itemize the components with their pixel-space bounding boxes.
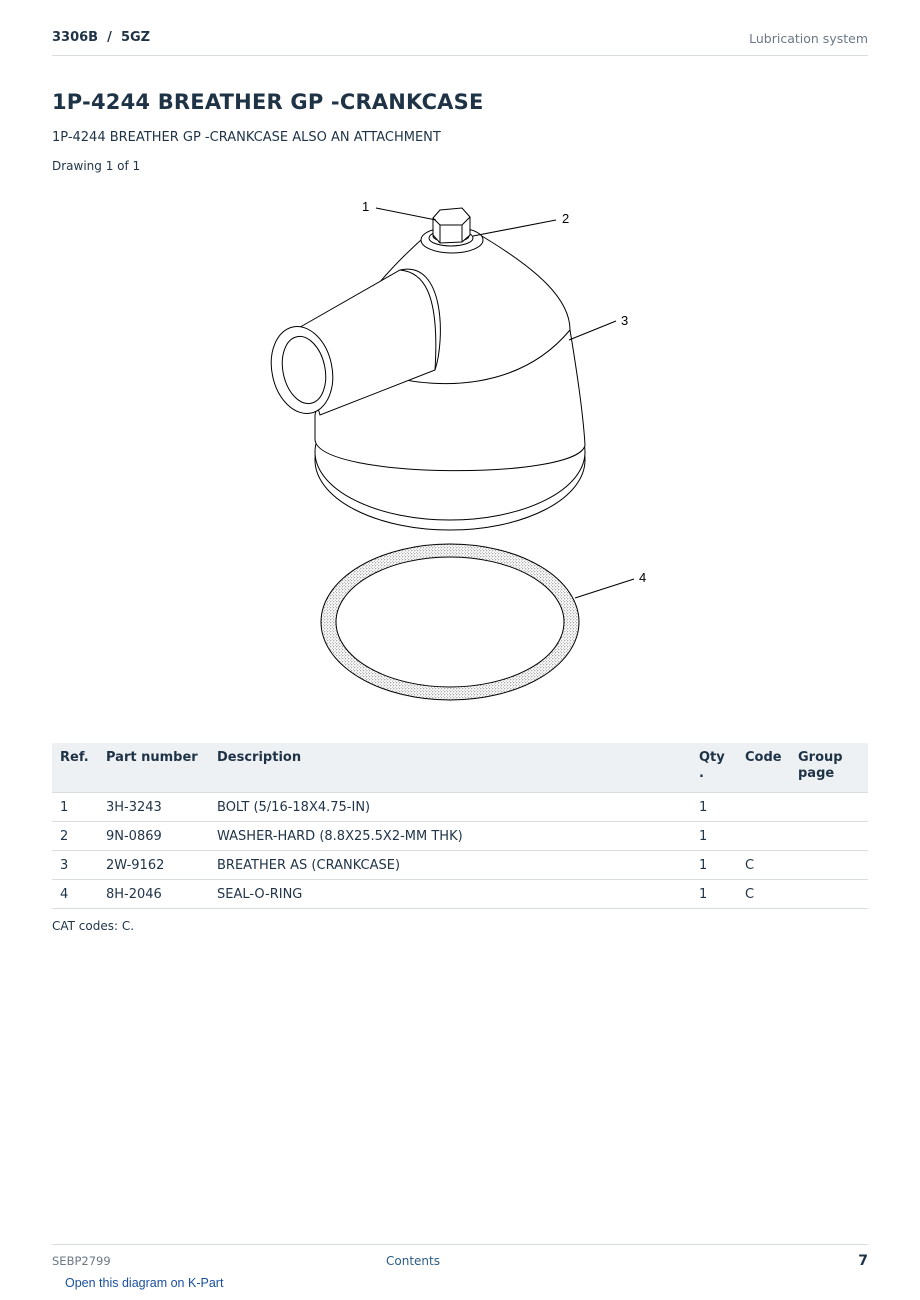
- kpart-diagram-link[interactable]: Open this diagram on K-Part: [65, 1276, 224, 1290]
- cell-ref: 2: [52, 822, 98, 851]
- page-subtitle: 1P-4244 BREATHER GP -CRANKCASE ALSO AN ATTACHMENT: [52, 130, 441, 145]
- col-group-page: Group page: [790, 743, 868, 793]
- cell-part-number: 9N-0869: [98, 822, 209, 851]
- cell-ref: 1: [52, 793, 98, 822]
- cell-part-number: 8H-2046: [98, 880, 209, 909]
- section-label: Lubrication system: [749, 31, 868, 46]
- parts-diagram: [240, 190, 680, 710]
- callout-1: 1: [362, 199, 370, 214]
- cell-ref: 4: [52, 880, 98, 909]
- cell-code: [737, 793, 790, 822]
- cell-code: [737, 822, 790, 851]
- breather-body: [264, 227, 585, 530]
- cell-code: C: [737, 851, 790, 880]
- contents-link[interactable]: Contents: [386, 1254, 440, 1268]
- cell-part-number: 3H-3243: [98, 793, 209, 822]
- cell-description: WASHER-HARD (8.8X25.5X2-MM THK): [209, 822, 691, 851]
- col-code: Code: [737, 743, 790, 793]
- table-row: [52, 880, 868, 909]
- cell-part-number: 2W-9162: [98, 851, 209, 880]
- table-row: [52, 851, 868, 880]
- cell-qty: 1: [691, 793, 737, 822]
- callout-3: 3: [621, 313, 629, 328]
- page-footer: [52, 1244, 868, 1269]
- cell-qty: 1: [691, 822, 737, 851]
- document-id: SEBP2799: [52, 1254, 111, 1268]
- cell-group-page: [790, 793, 868, 822]
- col-part-number: Part number: [98, 743, 209, 793]
- cat-codes-note: CAT codes: C.: [52, 919, 135, 933]
- cell-ref: 3: [52, 851, 98, 880]
- callout-2: 2: [562, 211, 570, 226]
- page-header: [52, 28, 868, 56]
- callout-4: 4: [639, 570, 647, 585]
- parts-table: [52, 743, 868, 909]
- col-description: Description: [209, 743, 691, 793]
- page-number: 7: [858, 1253, 868, 1269]
- bolt-and-washer: [429, 208, 473, 246]
- cell-qty: 1: [691, 880, 737, 909]
- cell-group-page: [790, 851, 868, 880]
- cell-description: BREATHER AS (CRANKCASE): [209, 851, 691, 880]
- page-title: 1P-4244 BREATHER GP -CRANKCASE: [52, 90, 484, 114]
- col-qty: Qty .: [691, 743, 737, 793]
- cell-group-page: [790, 822, 868, 851]
- table-row: [52, 793, 868, 822]
- table-header-row: [52, 743, 868, 793]
- col-ref: Ref.: [52, 743, 98, 793]
- cell-group-page: [790, 880, 868, 909]
- table-row: [52, 822, 868, 851]
- cell-description: SEAL-O-RING: [209, 880, 691, 909]
- cell-qty: 1: [691, 851, 737, 880]
- o-ring-seal: [321, 544, 579, 700]
- model-label: 3306B / 5GZ: [52, 30, 151, 45]
- cell-description: BOLT (5/16-18X4.75-IN): [209, 793, 691, 822]
- drawing-count: Drawing 1 of 1: [52, 159, 141, 173]
- cell-code: C: [737, 880, 790, 909]
